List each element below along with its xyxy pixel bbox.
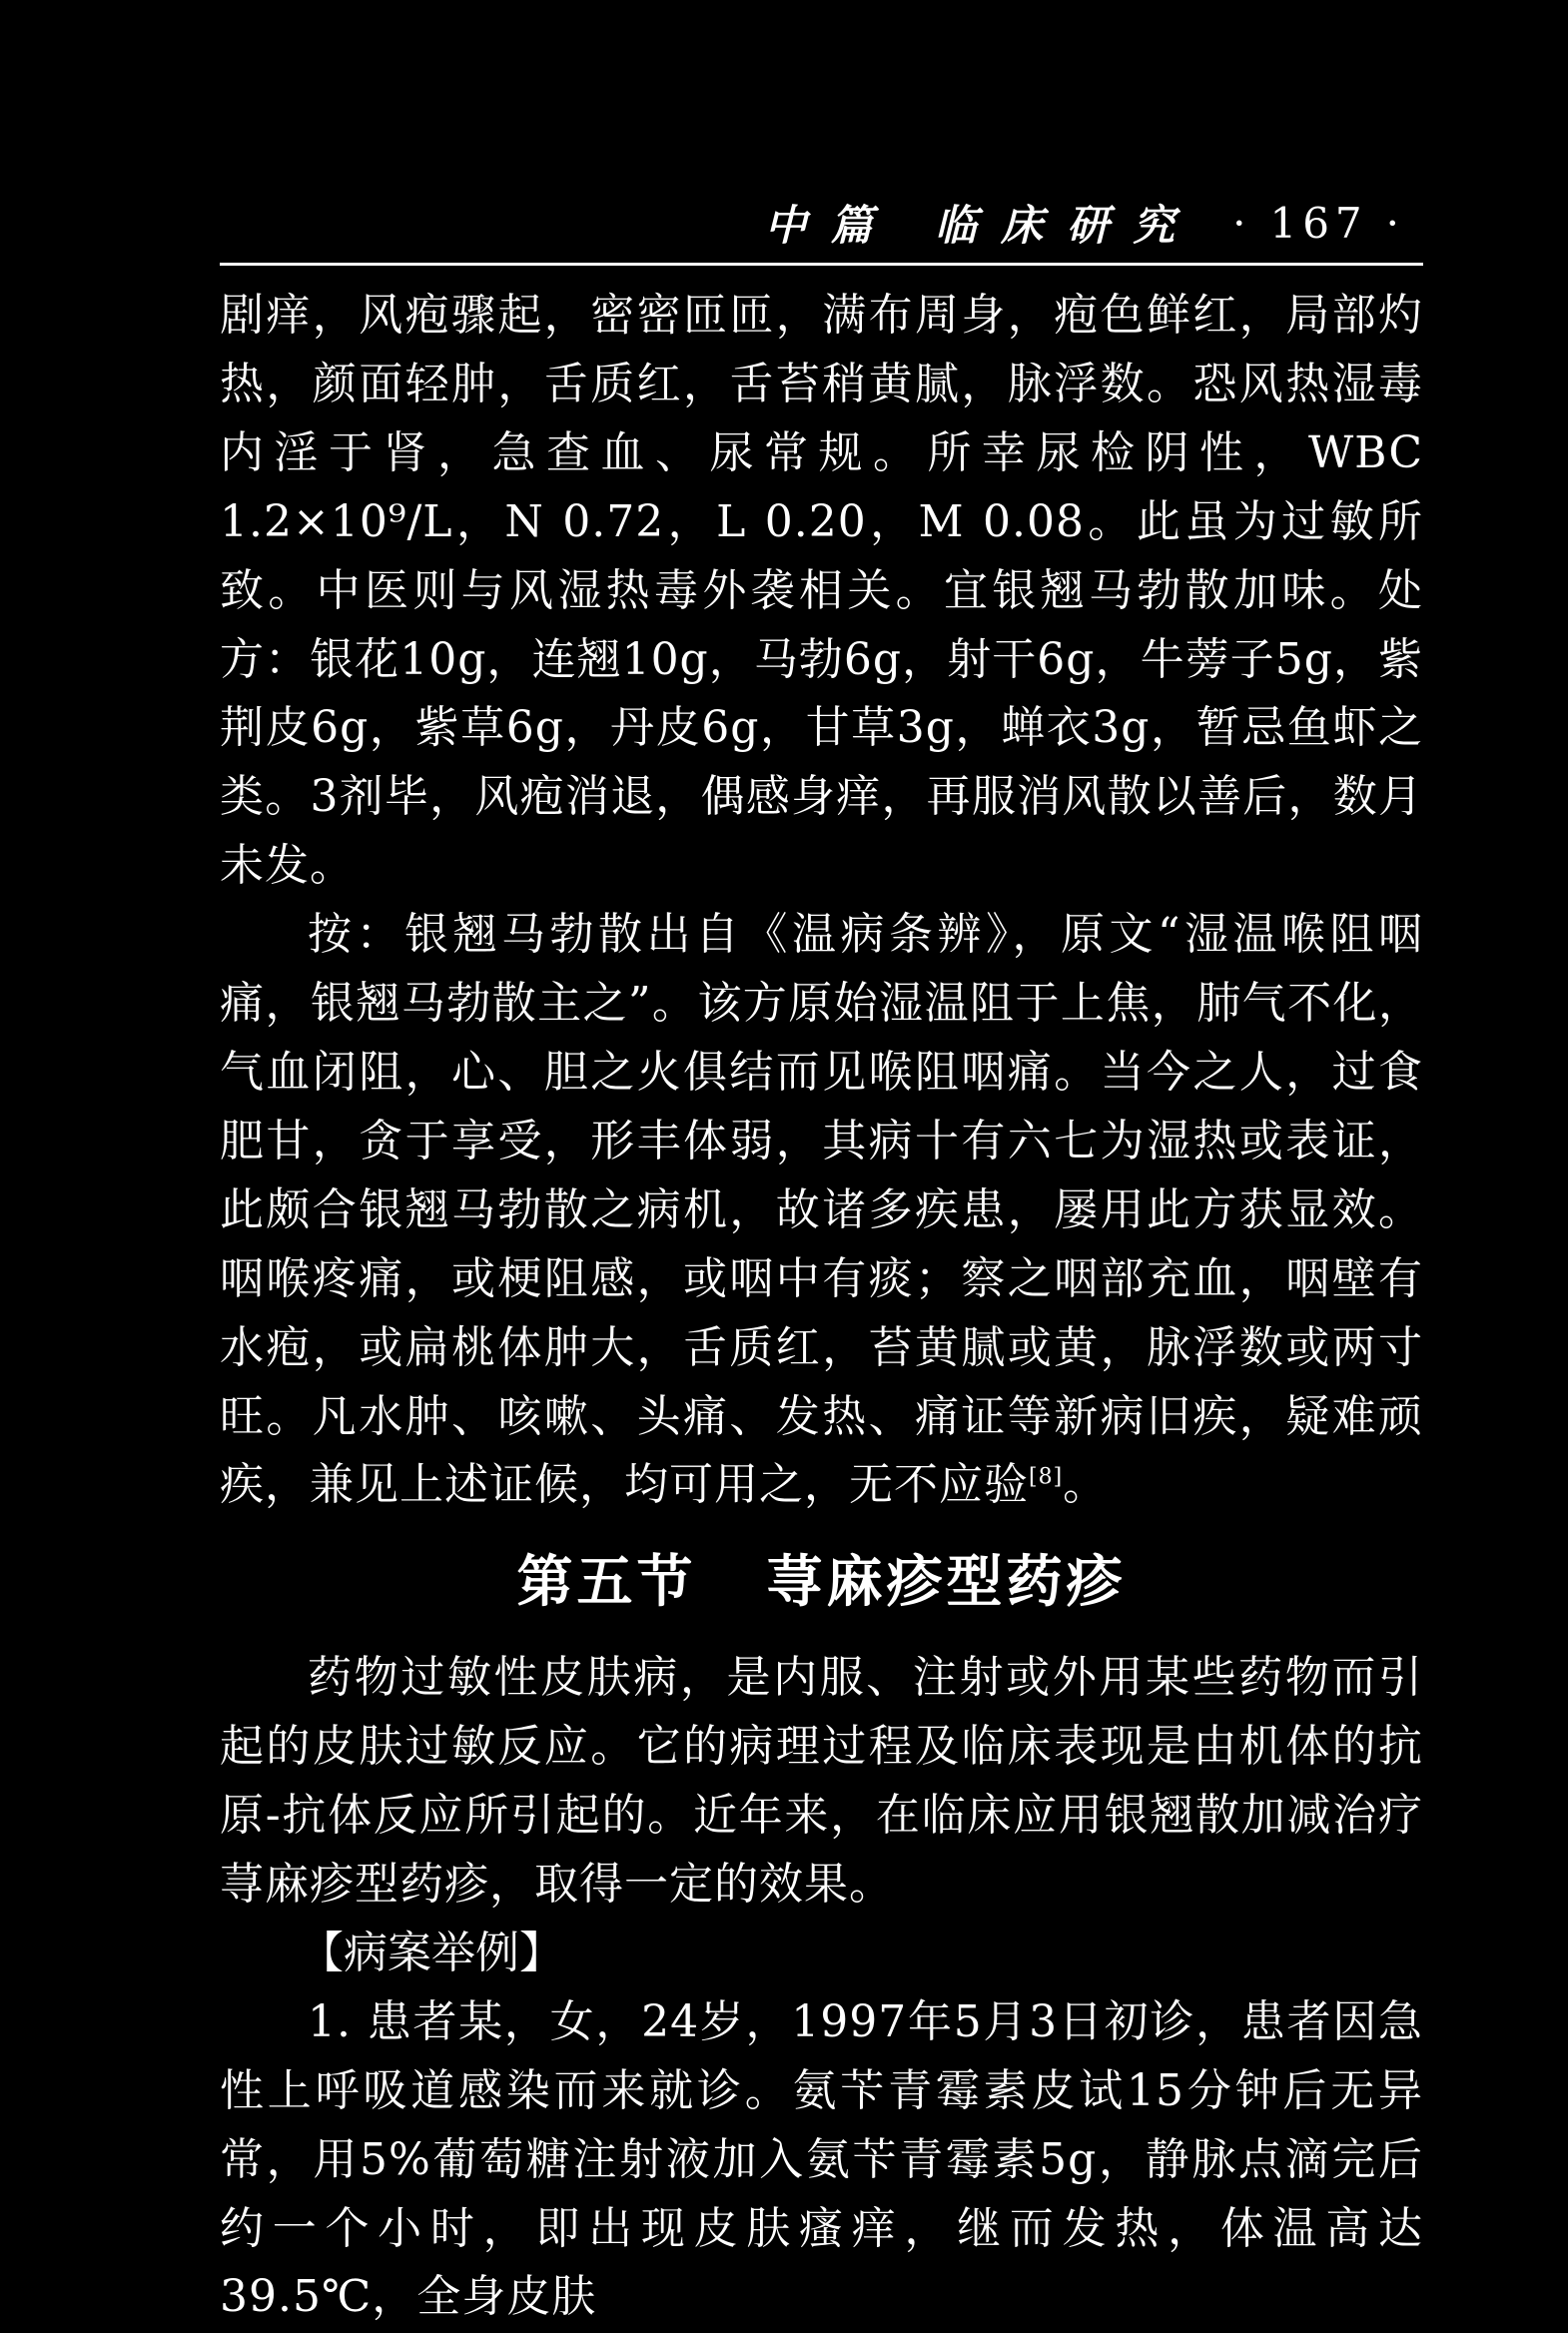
page-number: 167 (1269, 198, 1368, 248)
page-body (220, 282, 1423, 2332)
header-rule (220, 263, 1423, 266)
case-example-label: 【病案举例】 (300, 1927, 563, 1978)
section-title-text: 荨麻疹型药疹 (766, 1549, 1127, 1616)
header-title: 中篇 临床研究 (764, 201, 1199, 250)
commentary-end: 。 (1063, 1459, 1109, 1511)
section-heading (220, 1520, 1423, 1644)
commentary-text: 按：银翘马勃散出自《温病条辨》，原文“湿温喉阻咽痛，银翘马勃散主之”。该方原始湿温阻于上焦，肺气不化，气血闭阻，心、胆之火俱结而见喉阻咽痛。当今之人，过食肥甘，贪于享受，形丰体弱，其病十有六七为湿热或表证，此颇合银翘马勃散之病机，故诸多疾患，屡用此方获显效。咽喉疼痛，或梗阻感，或咽中有痰；察之咽部充血，咽壁有水疱，或扁桃体肿大，舌质红，苔黄腻或黄，脉浮数或两寸旺。凡水肿、咳嗽、头痛、发热、痛证等新病旧疾，疑难顽疾，兼见上述证候，均可用之，无不应验 (220, 909, 1423, 1511)
commentary-paragraph (220, 901, 1423, 1520)
case-1-paragraph: 1. 患者某，女，24岁，1997年5月3日初诊，患者因急性上呼吸道感染而来就诊。氨苄青霉素皮试15分钟后无异常，用5%葡萄糖注射液加入氨苄青霉素5g，静脉点滴完后约一个小时，即出现皮肤瘙痒，继而发热，体温高达39.5℃，全身皮肤 (220, 1995, 1423, 2323)
running-header (220, 192, 1423, 254)
section-number: 第五节 (516, 1549, 697, 1616)
header-dot-right: · (1385, 198, 1405, 248)
section-intro-paragraph: 药物过敏性皮肤病，是内服、注射或外用某些药物而引起的皮肤过敏反应。它的病理过程及临床表现是由机体的抗原-抗体反应所引起的。近年来，在临床应用银翘散加减治疗荨麻疹型药疹，取得一定的效果。 (220, 1652, 1423, 1911)
header-dot-left: · (1232, 198, 1252, 248)
citation-marker: [8] (1029, 1464, 1064, 1490)
case-continuation-paragraph: 剧痒，风疱骤起，密密匝匝，满布周身，疱色鲜红，局部灼热，颜面轻肿，舌质红，舌苔稍黄腻，脉浮数。恐风热湿毒内淫于肾，急查血、尿常规。所幸尿检阴性，WBC 1.2×10⁹/L，N 0.72，L 0.20，M 0.08。此虽为过敏所致。中医则与风湿热毒外袭相关。宜银翘马勃散加味。处方：银花10g，连翘10g，马勃6g，射干6g，牛蒡子5g，紫荆皮6g，紫草6g，丹皮6g，甘草3g，蝉衣3g，暂忌鱼虾之类。3剂毕，风疱消退，偶感身痒，再服消风散以善后，数月未发。 (220, 290, 1423, 892)
